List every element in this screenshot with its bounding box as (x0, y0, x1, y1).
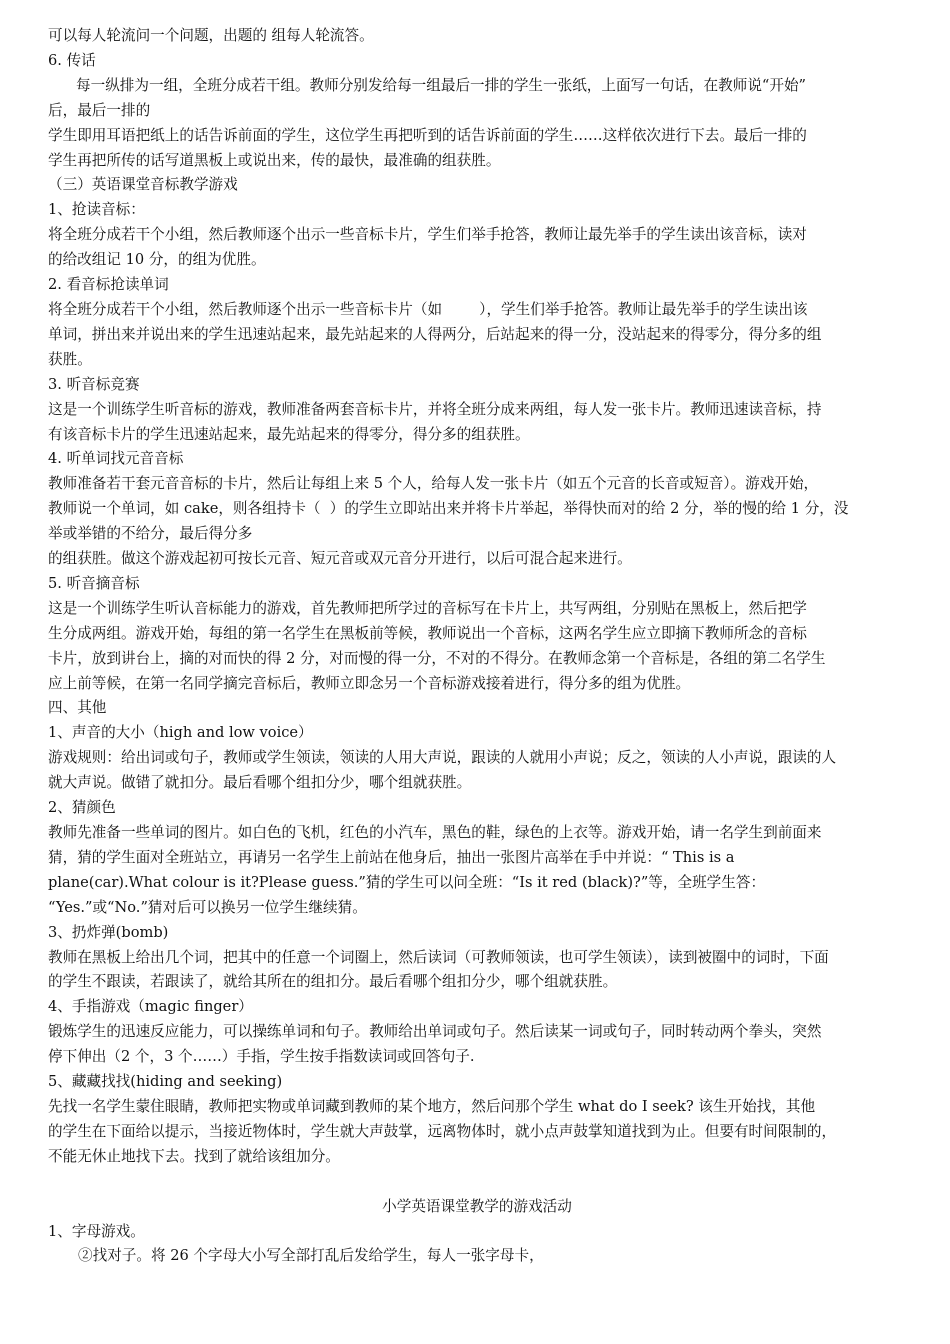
text-line: 每一纵排为一组，全班分成若干组。教师分别发给每一组最后一排的学生一张纸，上面写一句话，在教师说“开始” (76, 76, 807, 94)
text-line: 有该音标卡片的学生迅速站起来，最先站起来的得零分，得分多的组获胜。 (48, 425, 530, 443)
text-line: 这是一个训练学生听音标的游戏，教师准备两套音标卡片，并将全班分成来两组，每人发一张卡片。教师迅速读音标，持 (48, 400, 822, 418)
text-line: 卡片，放到讲台上，摘的对而快的得 2 分，对而慢的得一分，不对的不得分。在教师念第一个音标是，各组的第二名学生 (48, 649, 826, 667)
text-line: 应上前等候，在第一名同学摘完音标后，教师立即念另一个音标游戏接着进行，得分多的组为优胜。 (48, 674, 691, 692)
text-line: 的给改组记 10 分，的组为优胜。 (48, 251, 266, 269)
text-line: 教师在黑板上给出几个词，把其中的任意一个词圈上，然后读词（可教师领读，也可学生领读），读到被圈中的词时，下面 (48, 948, 829, 966)
text-line: 学生即用耳语把纸上的话告诉前面的学生，这位学生再把听到的话告诉前面的学生……这样依次进行下去。最后一排的 (48, 126, 807, 144)
text-line: 不能无休止地找下去。找到了就给该组加分。 (48, 1147, 340, 1165)
document-title: 小学英语课堂教学的游戏活动 (382, 1197, 572, 1215)
text-line: 将全班分成若干个小组，然后教师逐个出示一些音标卡片，学生们举手抢答，教师让最先举手的学生读出该音标，读对 (48, 226, 807, 244)
section-heading: 3、扔炸弹(bomb) (48, 923, 169, 941)
text-line: 停下伸出（2 个，3 个……）手指，学生按手指数读词或回答句子. (48, 1048, 475, 1066)
section-heading: 四、其他 (48, 699, 107, 717)
blank-line (48, 1170, 906, 1195)
section-heading: 6. 传话 (48, 51, 96, 69)
text-line: 猜，猜的学生面对全班站立，再请另一名学生上前站在他身后，抽出一张图片高举在手中并说：“ This is a (48, 848, 735, 866)
text-line: 游戏规则：给出词或句子，教师或学生领读，领读的人用大声说，跟读的人就用小声说；反之，领读的人小声说，跟读的人 (48, 749, 837, 767)
text-line: 学生再把所传的话写道黑板上或说出来，传的最快，最准确的组获胜。 (48, 151, 501, 169)
text-line: 的学生不跟读，若跟读了，就给其所在的组扣分。最后看哪个组扣分少，哪个组就获胜。 (48, 973, 618, 991)
text-line: 的学生在下面给以提示，当接近物体时，学生就大声鼓掌，远离物体时，就小点声鼓掌知道找到为止。但要有时间限制的， (48, 1122, 837, 1140)
section-heading: 2、猜颜色 (48, 799, 116, 817)
text-line: plane(car).What colour is it?Please guess.”猜的学生可以问全班：“Is it red (black)?”等，全班学生答： (48, 873, 766, 891)
text-line: 举或举错的不给分，最后得分多 (48, 525, 253, 543)
text-line: 生分成两组。游戏开始，每组的第一名学生在黑板前等候，教师说出一个音标，这两名学生应立即摘下教师所念的音标 (48, 624, 807, 642)
text-line: 就大声说。做错了就扣分。最后看哪个组扣分少，哪个组就获胜。 (48, 774, 472, 792)
text-line: 锻炼学生的迅速反应能力，可以操练单词和句子。教师给出单词或句子。然后读某一词或句子，同时转动两个拳头，突然 (48, 1023, 822, 1041)
text-line: 教师先准备一些单词的图片。如白色的飞机，红色的小汽车，黑色的鞋，绿色的上衣等。游戏开始，请一名学生到前面来 (48, 824, 822, 841)
text-line: 先找一名学生蒙住眼睛，教师把实物或单词藏到教师的某个地方，然后问那个学生 what do I seek? 该生开始找，其他 (48, 1097, 816, 1115)
section-heading: 3. 听音标竞赛 (48, 375, 140, 393)
section-heading: 1、字母游戏。 (48, 1222, 145, 1240)
section-heading: 4、手指游戏（magic finger） (48, 998, 253, 1016)
text-line: 可以每人轮流问一个问题，出题的 组每人轮流答。 (48, 27, 374, 44)
text-line: 这是一个训练学生听认音标能力的游戏，首先教师把所学过的音标写在卡片上，共写两组，分别贴在黑板上，然后把学 (48, 599, 807, 617)
section-heading: 5. 听音摘音标 (48, 574, 140, 592)
section-heading: 1、声音的大小（high and low voice） (48, 724, 313, 742)
section-heading: 1、抢读音标： (48, 201, 145, 219)
text-line: 教师准备若干套元音音标的卡片，然后让每组上来 5 个人，给每人发一张卡片（如五个元音的长音或短音）。游戏开始， (48, 475, 819, 493)
section-heading: 2. 看音标抢读单词 (48, 276, 169, 294)
text-line: 后，最后一排的 (48, 101, 151, 119)
text-line: 获胜。 (48, 350, 92, 368)
section-heading: 4. 听单词找元音音标 (48, 450, 184, 468)
text-line: 将全班分成若干个小组，然后教师逐个出示一些音标卡片（如 ），学生们举手抢答。教师让最先举手的学生读出该 (48, 300, 808, 318)
text-line: ②找对子。将 26 个字母大小写全部打乱后发给学生，每人一张字母卡， (78, 1247, 544, 1265)
section-heading: （三）英语课堂音标教学游戏 (48, 176, 238, 194)
section-heading: 5、藏藏找找(hiding and seeking) (48, 1073, 283, 1091)
text-line: “Yes.”或“No.”猜对后可以换另一位学生继续猜。 (48, 898, 367, 916)
text-line: 的组获胜。做这个游戏起初可按长元音、短元音或双元音分开进行，以后可混合起来进行。 (48, 550, 632, 568)
text-line: 单词，拼出来并说出来的学生迅速站起来，最先站起来的人得两分，后站起来的得一分，没站起来的得零分，得分多的组 (48, 325, 822, 343)
text-line: 教师说一个单词，如 cake，则各组持卡（ ）的学生立即站出来并将卡片举起，举得快而对的给 2 分，举的慢的给 1 分，没 (48, 500, 849, 518)
